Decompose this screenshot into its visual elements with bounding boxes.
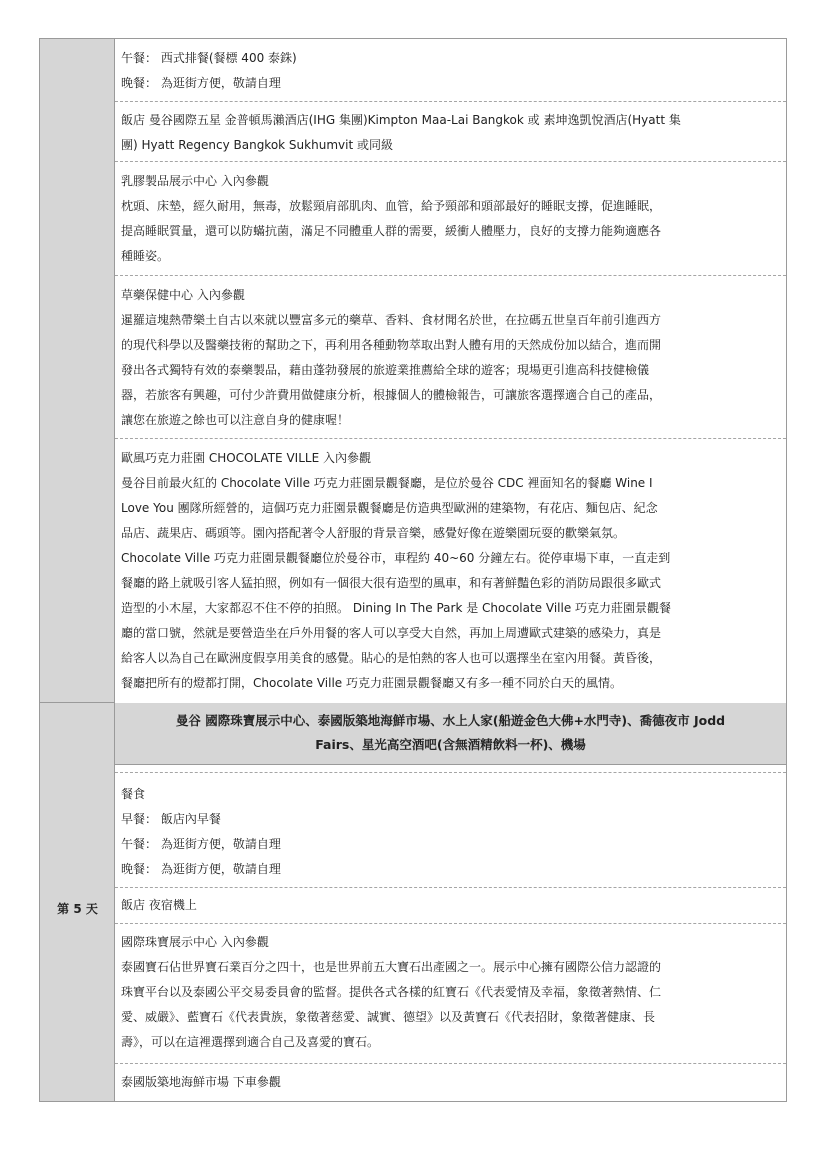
paragraph-line: 暹羅這塊熱帶樂土自古以來就以豐富多元的藥草、香料、食材聞名於世，在拉碼五世皇百年前引進西方: [121, 313, 662, 327]
paragraph-line: 曼谷目前最火紅的 Chocolate Ville 巧克力莊園景觀餐廳，是位於曼谷 CDC 裡面知名的餐廳 Wine I: [121, 476, 653, 490]
day-4-hotel: [115, 102, 786, 162]
meals-title: 餐食: [121, 787, 146, 801]
day-5-meals: [115, 772, 786, 888]
dinner-line: 晚餐： 為逛街方便，敬請自理: [121, 862, 281, 876]
dinner-line: 晚餐： 為逛街方便，敬請自理: [121, 76, 281, 90]
paragraph-line: 餐廳的路上就吸引客人猛拍照，例如有一個很大很有造型的風車，和有著鮮豔色彩的消防局跟很多歐式: [121, 576, 662, 590]
chocolate-ville-section: [115, 439, 786, 703]
day-5-hotel: [115, 888, 786, 924]
paragraph-line: Chocolate Ville 巧克力莊園景觀餐廳位於曼谷市，車程約 40~60 分鐘左右。從停車場下車，一直走到: [121, 551, 671, 565]
day-4-content: [115, 39, 786, 703]
paragraph-line: 品店、蔬果店、碼頭等。園內搭配著令人舒服的背景音樂，感覺好像在遊樂園玩耍的歡樂氣氛。: [121, 526, 626, 540]
paragraph-line: 壽》，可以在這裡選擇到適合自己及喜愛的寶石。: [121, 1035, 380, 1049]
hotel-line: 飯店 夜宿機上: [121, 898, 197, 912]
paragraph-line: 愛、威嚴》、藍寶石《代表貴族，象徵著慈愛、誠實、德望》以及黃寶石《代表招財，象徵著健康、長: [121, 1010, 656, 1024]
paragraph-line: 泰國寶石佔世界寶石業百分之四十，也是世界前五大寶石出產國之一。展示中心擁有國際公信力認證的: [121, 960, 662, 974]
day-5-heading: [115, 703, 786, 765]
paragraph-line: 給客人以為自己在歐洲度假享用美食的感覺。貼心的是怕熱的客人也可以選擇坐在室內用餐。黃昏後，: [121, 651, 662, 665]
section-title: 泰國版築地海鮮市場 下車參觀: [121, 1075, 281, 1089]
paragraph-line: 珠寶平台以及泰國公平交易委員會的監督。提供各式各樣的紅寶石《代表愛情及幸福，象徵著熱情、仁: [121, 985, 662, 999]
day-5-title-line: Fairs、星光高空酒吧(含無酒精飲料一杯)、機場: [315, 737, 586, 752]
paragraph-line: 枕頭、床墊，經久耐用，無毒，放鬆頸肩部肌肉、血管，給予頸部和頭部最好的睡眠支撐，促進睡眠，: [121, 199, 662, 213]
section-title: 國際珠寶展示中心 入內參觀: [121, 935, 269, 949]
lunch-line: 午餐： 為逛街方便，敬請自理: [121, 837, 281, 851]
section-title: 歐風巧克力莊園 CHOCOLATE VILLE 入內參觀: [121, 451, 371, 465]
herbal-center-section: [115, 276, 786, 439]
paragraph-line: 提高睡眠質量，還可以防蟎抗菌，滿足不同體重人群的需要，緩衝人體壓力，良好的支撐力能夠適應各: [121, 224, 662, 238]
section-title: 草藥保健中心 入內參觀: [121, 288, 245, 302]
lunch-line: 午餐： 西式排餐(餐標 400 泰銖): [121, 51, 297, 65]
paragraph-line: 器，若旅客有興趣，可付少許費用做健康分析，根據個人的體檢報告，可讓旅客選擇適合自己的產品，: [121, 388, 662, 402]
paragraph-line: 種睡姿。: [121, 249, 170, 263]
paragraph-line: 發出各式獨特有效的泰藥製品，藉由蓬勃發展的旅遊業推薦給全球的遊客；現場更引進高科技健檢儀: [121, 363, 650, 377]
day-5-label: 第 5 天: [57, 902, 98, 916]
paragraph-line: Love You 團隊所經營的，這個巧克力莊園景觀餐廳是仿造典型歐洲的建築物，有花店、麵包店、紀念: [121, 501, 658, 515]
day-4-meals: [115, 39, 786, 102]
paragraph-line: 廳的當口號，然就是要營造坐在戶外用餐的客人可以享受大自然，再加上周遭歐式建築的感染力，真是: [121, 626, 662, 640]
day-5-content: [115, 772, 786, 1101]
itinerary-table: [39, 38, 787, 1102]
day-4-label-cell: [40, 39, 115, 703]
hotel-line: 團) Hyatt Regency Bangkok Sukhumvit 或同級: [121, 138, 393, 152]
paragraph-line: 造型的小木屋，大家都忍不住不停的拍照。 Dining In The Park 是 Chocolate Ville 巧克力莊園景觀餐: [121, 601, 672, 615]
breakfast-line: 早餐： 飯店內早餐: [121, 812, 221, 826]
latex-center-section: [115, 162, 786, 276]
day-5-label-cell: [40, 703, 115, 1101]
day-5-title-line: 曼谷 國際珠寶展示中心、泰國版築地海鮮市場、水上人家(船遊金色大佛+水門寺)、喬德夜市 Jodd: [175, 713, 726, 728]
seafood-market-section: [115, 1064, 786, 1101]
hotel-line: 飯店 曼谷國際五星 金普頓馬瀨酒店(IHG 集團)Kimpton Maa-Lai Bangkok 或 素坤逸凱悅酒店(Hyatt 集: [121, 113, 681, 127]
section-title: 乳膠製品展示中心 入內參觀: [121, 174, 269, 188]
paragraph-line: 讓您在旅遊之餘也可以注意自身的健康喔！: [121, 413, 350, 427]
paragraph-line: 餐廳把所有的燈都打開，Chocolate Ville 巧克力莊園景觀餐廳又有多一種不同於白天的風情。: [121, 676, 623, 690]
paragraph-line: 的現代科學以及醫藥技術的幫助之下，再利用各種動物萃取出對人體有用的天然成份加以結合，進而開: [121, 338, 662, 352]
jewelry-center-section: [115, 924, 786, 1064]
